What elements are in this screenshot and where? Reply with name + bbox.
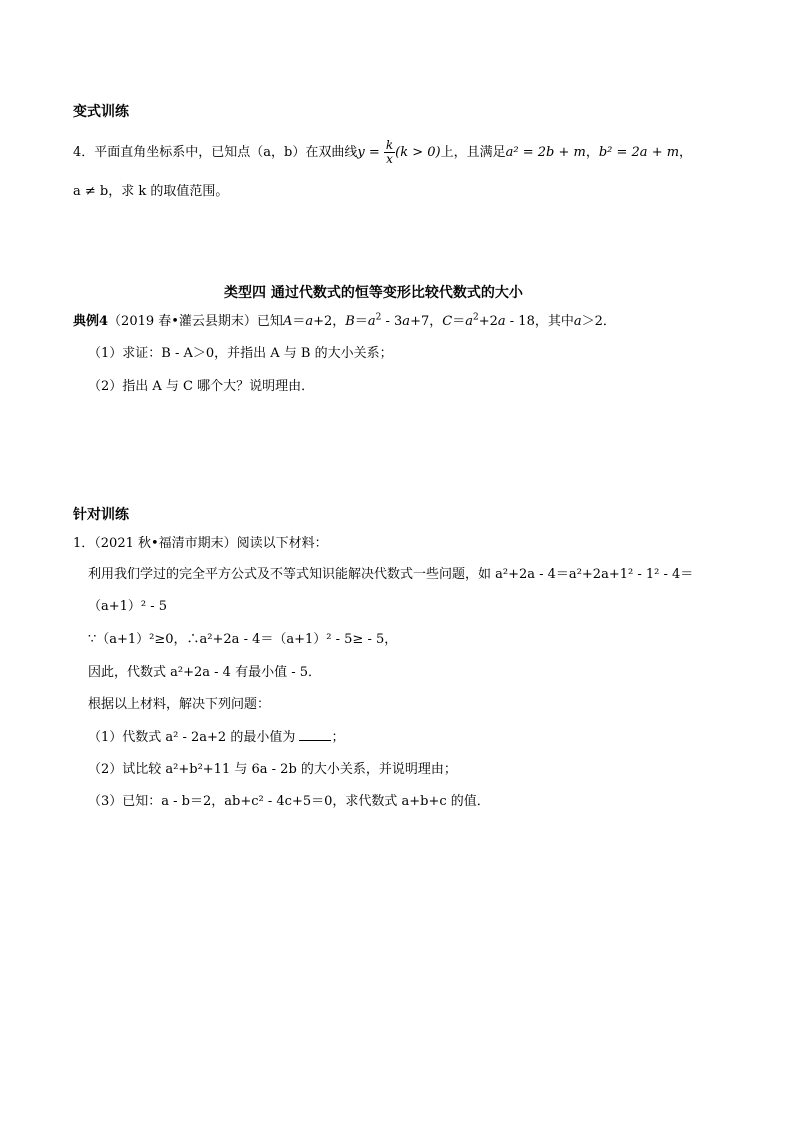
example-4-question-2: （2）指出 A 与 C 哪个大？说明理由．: [88, 379, 315, 394]
problem-4-condition: (k > 0): [395, 145, 441, 160]
material-line-4: 因此，代数式 a²+2a - 4 有最小值 - 5．: [88, 665, 321, 680]
problem-1-question-1: [88, 728, 345, 747]
expr-part: +2，: [313, 314, 346, 329]
problem-1-question-2: （2）试比较 a²+b²+11 与 6a - 2b 的大小关系，并说明理由；: [88, 762, 457, 777]
example-4-label: 典例4: [73, 314, 109, 329]
material-line-1: 利用我们学过的完全平方公式及不等式知识能解决代数式一些问题，如 a²+2a - 4＝a²+2a+1² - 1² - 4＝: [88, 567, 694, 582]
var-B: B: [345, 314, 355, 329]
material-line-3: ∵（a+1）²≥0，∴a²+2a - 4＝（a+1）² - 5≥ - 5，: [88, 632, 398, 647]
example-4-line: [73, 313, 616, 331]
expr-part: - 3: [381, 314, 403, 329]
fraction-denominator: x: [386, 152, 393, 166]
answer-blank[interactable]: [299, 728, 331, 741]
expr-part: +2: [478, 314, 498, 329]
exponent: 2: [375, 312, 382, 323]
expr-part: ＞2．: [581, 314, 616, 329]
problem-4-eq: =: [364, 145, 384, 160]
problem-4-comma: ，: [585, 145, 599, 160]
question-1-text: （1）代数式 a² - 2a+2 的最小值为: [88, 730, 300, 745]
fraction-k-over-x: [384, 139, 395, 166]
eq-sign: ＝: [354, 314, 368, 329]
eq-sign: ＝: [452, 314, 466, 329]
problem-4-equation-1: a² = 2b + m: [505, 145, 586, 160]
var-a: a: [465, 314, 473, 329]
problem-4-line-1: [73, 139, 692, 166]
expr-part: - 18，其中: [505, 314, 574, 329]
problem-1-header: 1．（2021 秋•福清市期末）阅读以下材料：: [73, 536, 328, 551]
section-title-targeted-training: 针对训练: [73, 507, 129, 523]
material-line-2: （a+1）² - 5: [88, 599, 168, 614]
problem-4-y: y: [357, 145, 365, 160]
problem-4-line-2: a ≠ b，求 k 的取值范围。: [73, 184, 229, 199]
problem-1-question-3: （3）已知：a - b＝2，ab+c² - 4c+5＝0，求代数式 a+b+c 的值．: [88, 794, 490, 809]
question-1-end: ；: [331, 730, 345, 745]
problem-4-text-b: 上，且满足: [440, 145, 506, 160]
problem-4-equation-2: b² = 2a + m: [598, 145, 680, 160]
var-a: a: [573, 314, 582, 329]
var-a: a: [367, 314, 376, 329]
eq-sign: ＝: [292, 314, 306, 329]
var-C: C: [442, 314, 453, 329]
problem-4-end: ，: [679, 145, 693, 160]
expr-part: +7，: [410, 314, 443, 329]
example-4-source: （2019 春•灌云县期末）已知: [108, 314, 283, 329]
var-a: a: [402, 314, 411, 329]
example-4-question-1: （1）求证：B - A＞0，并指出 A 与 B 的大小关系；: [88, 346, 393, 361]
material-line-5: 根据以上材料，解决下列问题：: [88, 697, 271, 712]
var-a: a: [497, 314, 506, 329]
exponent: 2: [472, 312, 479, 323]
section-title-variant-training: 变式训练: [73, 104, 129, 120]
problem-4-text-a: 4．平面直角坐标系中，已知点（a，b）在双曲线: [73, 145, 358, 160]
var-A: A: [282, 314, 293, 329]
section-title-type-4: 类型四 通过代数式的恒等变形比较代数式的大小: [224, 285, 523, 301]
var-a: a: [305, 314, 314, 329]
fraction-numerator: k: [385, 138, 394, 152]
